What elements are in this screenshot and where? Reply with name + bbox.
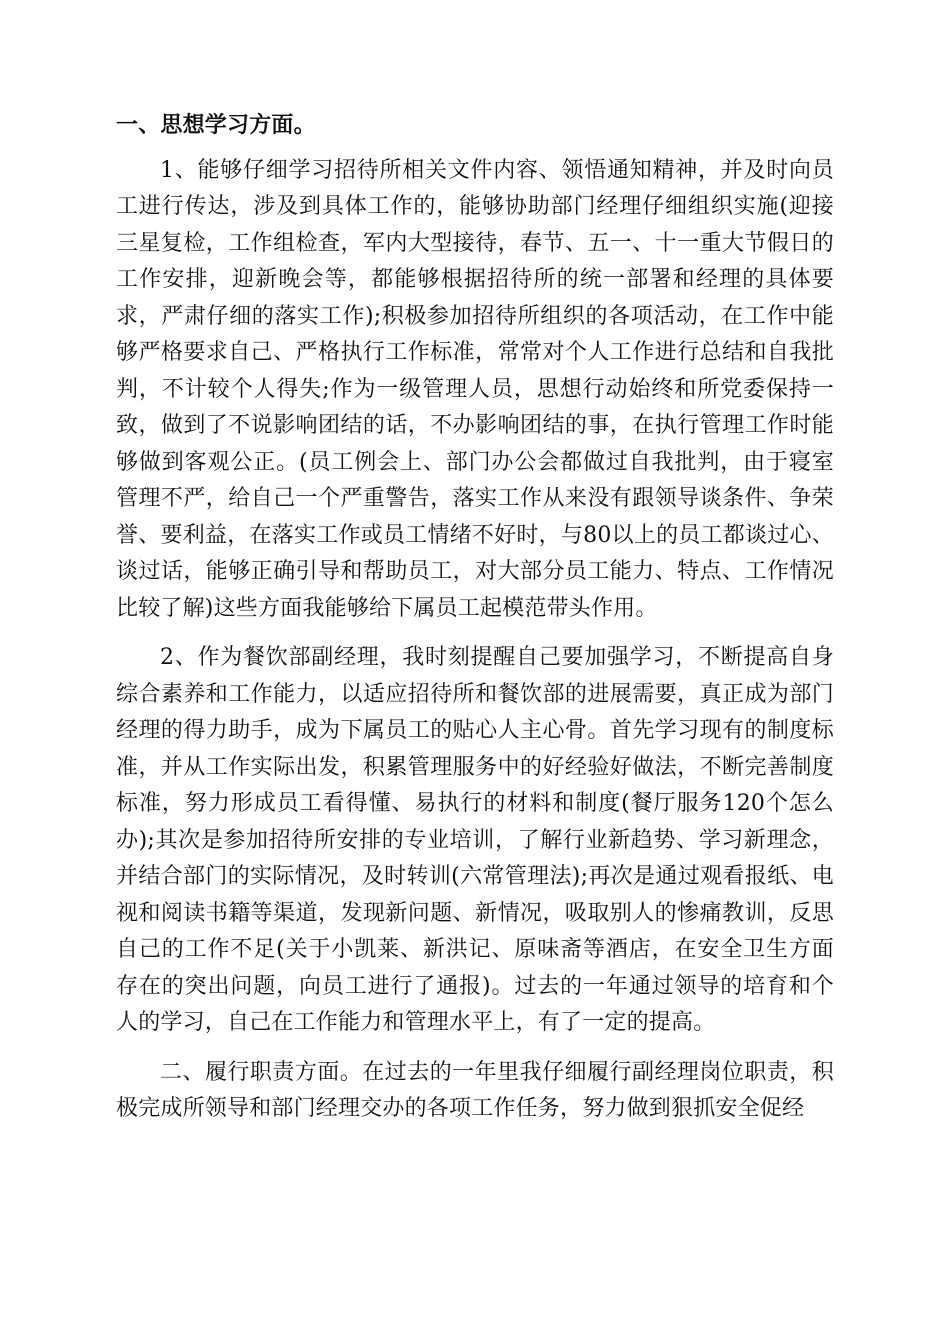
document-body [116,108,834,1141]
section-heading: 一、思想学习方面。 [116,113,316,138]
paragraph-duties: 二、履行职责方面。在过去的一年里我仔细履行副经理岗位职责，积极完成所领导和部门经理交办的各项工作任务，努力做到狠抓安全促经 [116,1059,834,1121]
paragraph-study-1: 1、能够仔细学习招待所相关文件内容、领悟通知精神，并及时向员工进行传达，涉及到具体工作的，能够协助部门经理仔细组织实施(迎接三星复检，工作组检查，军内大型接待，春节、五一、十一重大节假日的工作安排，迎新晚会等，都能够根据招待所的统一部署和经理的具体要求，严肃仔细的落实工作);积极参加招待所组织的各项活动，在工作中能够严格要求自己、严格执行工作标准，常常对个人工作进行总结和自我批判，不计较个人得失;作为一级管理人员，思想行动始终和所党委保持一致，做到了不说影响团结的话，不办影响团结的事，在执行管理工作时能够做到客观公正。(员工例会上、部门办公会都做过自我批判，由于寝室管理不严，给自己一个严重警告，落实工作从来没有跟领导谈条件、争荣誉、要利益，在落实工作或员工情绪不好时，与80以上的员工都谈过心、谈过话，能够正确引导和帮助员工，对大部分员工能力、特点、工作情况比较了解)这些方面我能够给下属员工起模范带头作用。 [116,157,834,621]
paragraph-study-2: 2、作为餐饮部副经理，我时刻提醒自己要加强学习，不断提高自身综合素养和工作能力，以适应招待所和餐饮部的进展需要，真正成为部门经理的得力助手，成为下属员工的贴心人主心骨。首先学习现有的制度标准，并从工作实际出发，积累管理服务中的好经验好做法，不断完善制度标准，努力形成员工看得懂、易执行的材料和制度(餐厅服务120个怎么办);其次是参加招待所安排的专业培训，了解行业新趋势、学习新理念，并结合部门的实际情况，及时转训(六常管理法);再次是通过观看报纸、电视和阅读书籍等渠道，发现新问题、新情况，吸取别人的惨痛教训，反思自己的工作不足(关于小凯莱、新洪记、原味斋等酒店，在安全卫生方面存在的突出问题，向员工进行了通报)。过去的一年通过领导的培育和个人的学习，自己在工作能力和管理水平上，有了一定的提高。 [116,645,834,1035]
